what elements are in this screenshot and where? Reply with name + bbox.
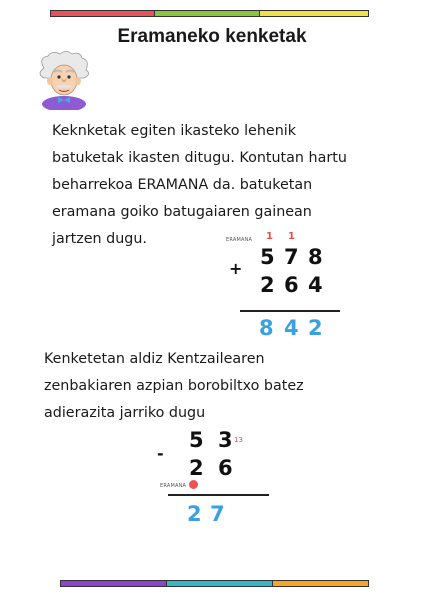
intro-line: jartzen dugu. [52,231,147,247]
borrow-note: 13 [234,436,243,444]
intro-text [52,118,347,253]
intro-line: beharrekoa ERAMANA da. batuketan [52,177,313,193]
subtraction-carry-label: ERAMANA [160,483,187,489]
addition-carry-digit: 1 [266,231,273,242]
subtraction-top-digit: 3 [218,428,233,452]
subtraction-bottom-digit: 2 [189,456,204,480]
addition-bottom-digit: 6 [284,273,299,297]
subtraction-bottom-digit: 6 [218,456,233,480]
subtraction-text [44,346,304,427]
addition-result-digit: 4 [284,316,299,340]
subtraction-result-line [168,494,269,496]
subtraction-result-digit: 7 [210,502,225,526]
intro-line: Keknketak egiten ikasteko lehenik [52,123,297,139]
subtraction-line: adierazita jarriko dugu [44,405,206,421]
addition-carry-label: ERAMANA [226,237,253,243]
page-title: Eramaneko kenketak [117,26,307,47]
subtraction-result-digit: 2 [187,502,202,526]
addition-result-digit: 8 [259,316,274,340]
addition-bottom-digit: 2 [260,273,275,297]
bottom-bar-cyan [166,580,273,587]
subtraction-line: zenbakiaren azpian borobiltxo batez [44,378,304,394]
addition-top-digit: 7 [284,245,299,269]
addition-bottom-digit: 4 [308,273,323,297]
bottom-bar-orange [272,580,369,587]
einstein-cartoon-icon [34,50,94,110]
top-bar-red [50,10,155,17]
plus-operator: + [229,259,243,278]
minus-operator: - [157,444,164,463]
addition-carry-digit: 1 [288,231,295,242]
addition-sum-line [240,310,340,312]
carry-circle-marker [189,480,198,489]
subtraction-top-digit: 5 [189,428,204,452]
addition-top-digit: 8 [308,245,323,269]
addition-result-digit: 2 [308,316,323,340]
intro-line: eramana goiko batugaiaren gainean [52,204,312,220]
bottom-bar-purple [60,580,167,587]
addition-top-digit: 5 [260,245,275,269]
intro-line: batuketak ikasten ditugu. Kontutan hartu [52,150,347,166]
top-bar-green [154,10,260,17]
top-bar-yellow [259,10,369,17]
subtraction-line: Kenketetan aldiz Kentzailearen [44,351,265,367]
